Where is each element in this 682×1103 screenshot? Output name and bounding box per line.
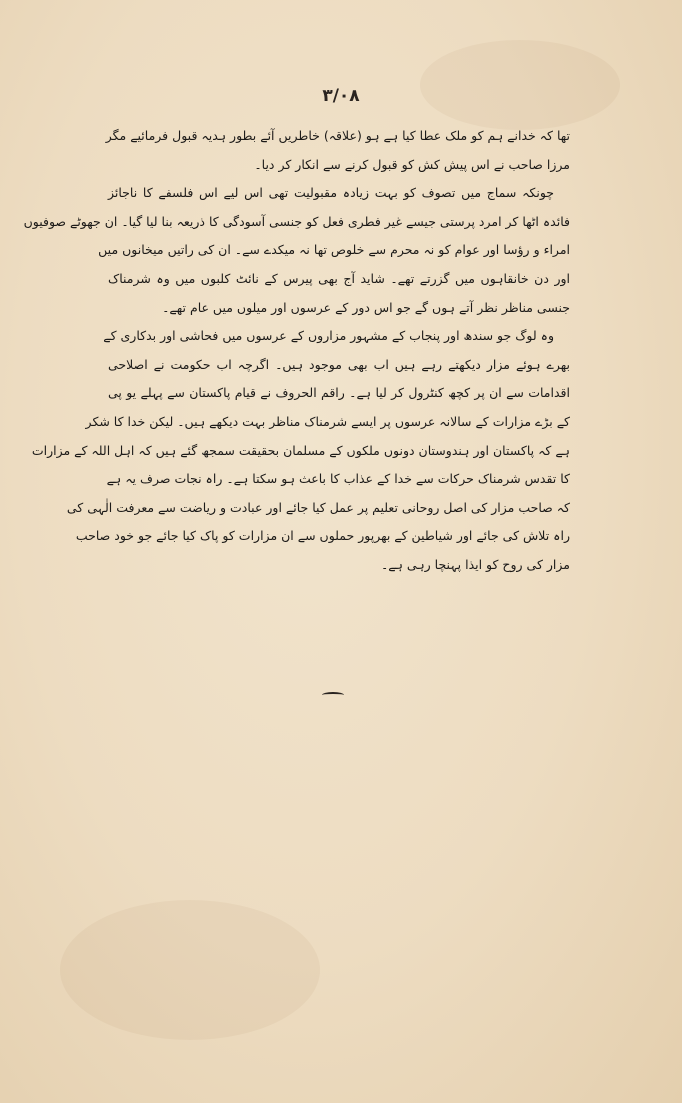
text-line: راہ تلاش کی جائے اور شیاطین کے بھرپور حملوں سے ان مزارات کو پاک کیا جائے جو خود صاحب	[75, 528, 570, 544]
text-line: چونکہ سماج میں تصوف کو بہت زیادہ مقبولیت تھی اس لیے اس فلسفے کا ناجائز	[108, 185, 554, 201]
text-line: فائدہ اٹھا کر امرد پرستی جیسے غیر فطری فعل کو جنسی آسودگی کا ذریعہ بنا لیا گیا۔ ان جھوٹے صوفیوں	[23, 213, 570, 229]
text-line: مزار کی روح کو ایذا پہنچا رہی ہے۔	[380, 556, 570, 572]
text-line: اقدامات سے ان پر کچھ کنٹرول کر لیا ہے۔ راقم الحروف نے قیام پاکستان سے پہلے یو پی	[108, 385, 570, 401]
paper-stain	[420, 40, 620, 130]
text-line: مرزا صاحب نے اس پیش کش کو قبول کرنے سے انکار کر دیا۔	[254, 156, 570, 172]
text-line: ہے کہ پاکستان اور ہندوستان دونوں ملکوں کے مسلمان بحقیقت سمجھ گئے ہیں کہ اہل اللہ کے مزارات	[31, 442, 570, 458]
body-text	[23, 122, 570, 580]
text-line: کہ صاحب مزار کی اصل روحانی تعلیم پر عمل کیا جائے اور عبادت و ریاضت سے معرفت الٰہی کی	[66, 499, 570, 515]
text-line: جنسی مناظر نظر آتے ہوں گے جو اس دور کے عرسوں اور میلوں میں عام تھے۔	[162, 299, 570, 315]
text-line: اور دن خانقاہوں میں گزرتے تھے۔ شاید آج بھی پیرس کے نائٹ کلبوں میں وہ شرمناک	[108, 270, 570, 286]
text-line: بھرے ہوئے مزار دیکھتے رہے ہیں اب بھی موجود ہیں۔ اگرچہ اب حکومت نے اصلاحی	[108, 356, 570, 372]
section-end-ornament	[322, 692, 344, 698]
text-line: تھا کہ خدانے ہم کو ملک عطا کیا ہے ہو (علاقہ) خاطریں آئے بطور ہدیہ قبول فرمائیے مگر	[105, 128, 570, 143]
page-number: ۳/۰۸	[322, 86, 360, 106]
text-line: وہ لوگ جو سندھ اور پنجاب کے مشہور مزاروں کے عرسوں میں فحاشی اور بدکاری کے	[103, 328, 554, 344]
text-line: کے بڑے مزارات کے سالانہ عرسوں پر ایسے شرمناک مناظر بہت دیکھے ہیں۔ لیکن خدا کا شکر	[85, 413, 570, 429]
paper-stain	[60, 900, 320, 1040]
text-line: کا تقدس شرمناک حرکات سے خدا کے عذاب کا باعث ہو سکتا ہے۔ راہ نجات صرف یہ ہے	[106, 471, 570, 487]
text-line: امراء و رؤسا اور عوام کو نہ محرم سے خلوص تھا نہ میکدے سے۔ ان کی راتیں میخانوں میں	[98, 242, 570, 258]
